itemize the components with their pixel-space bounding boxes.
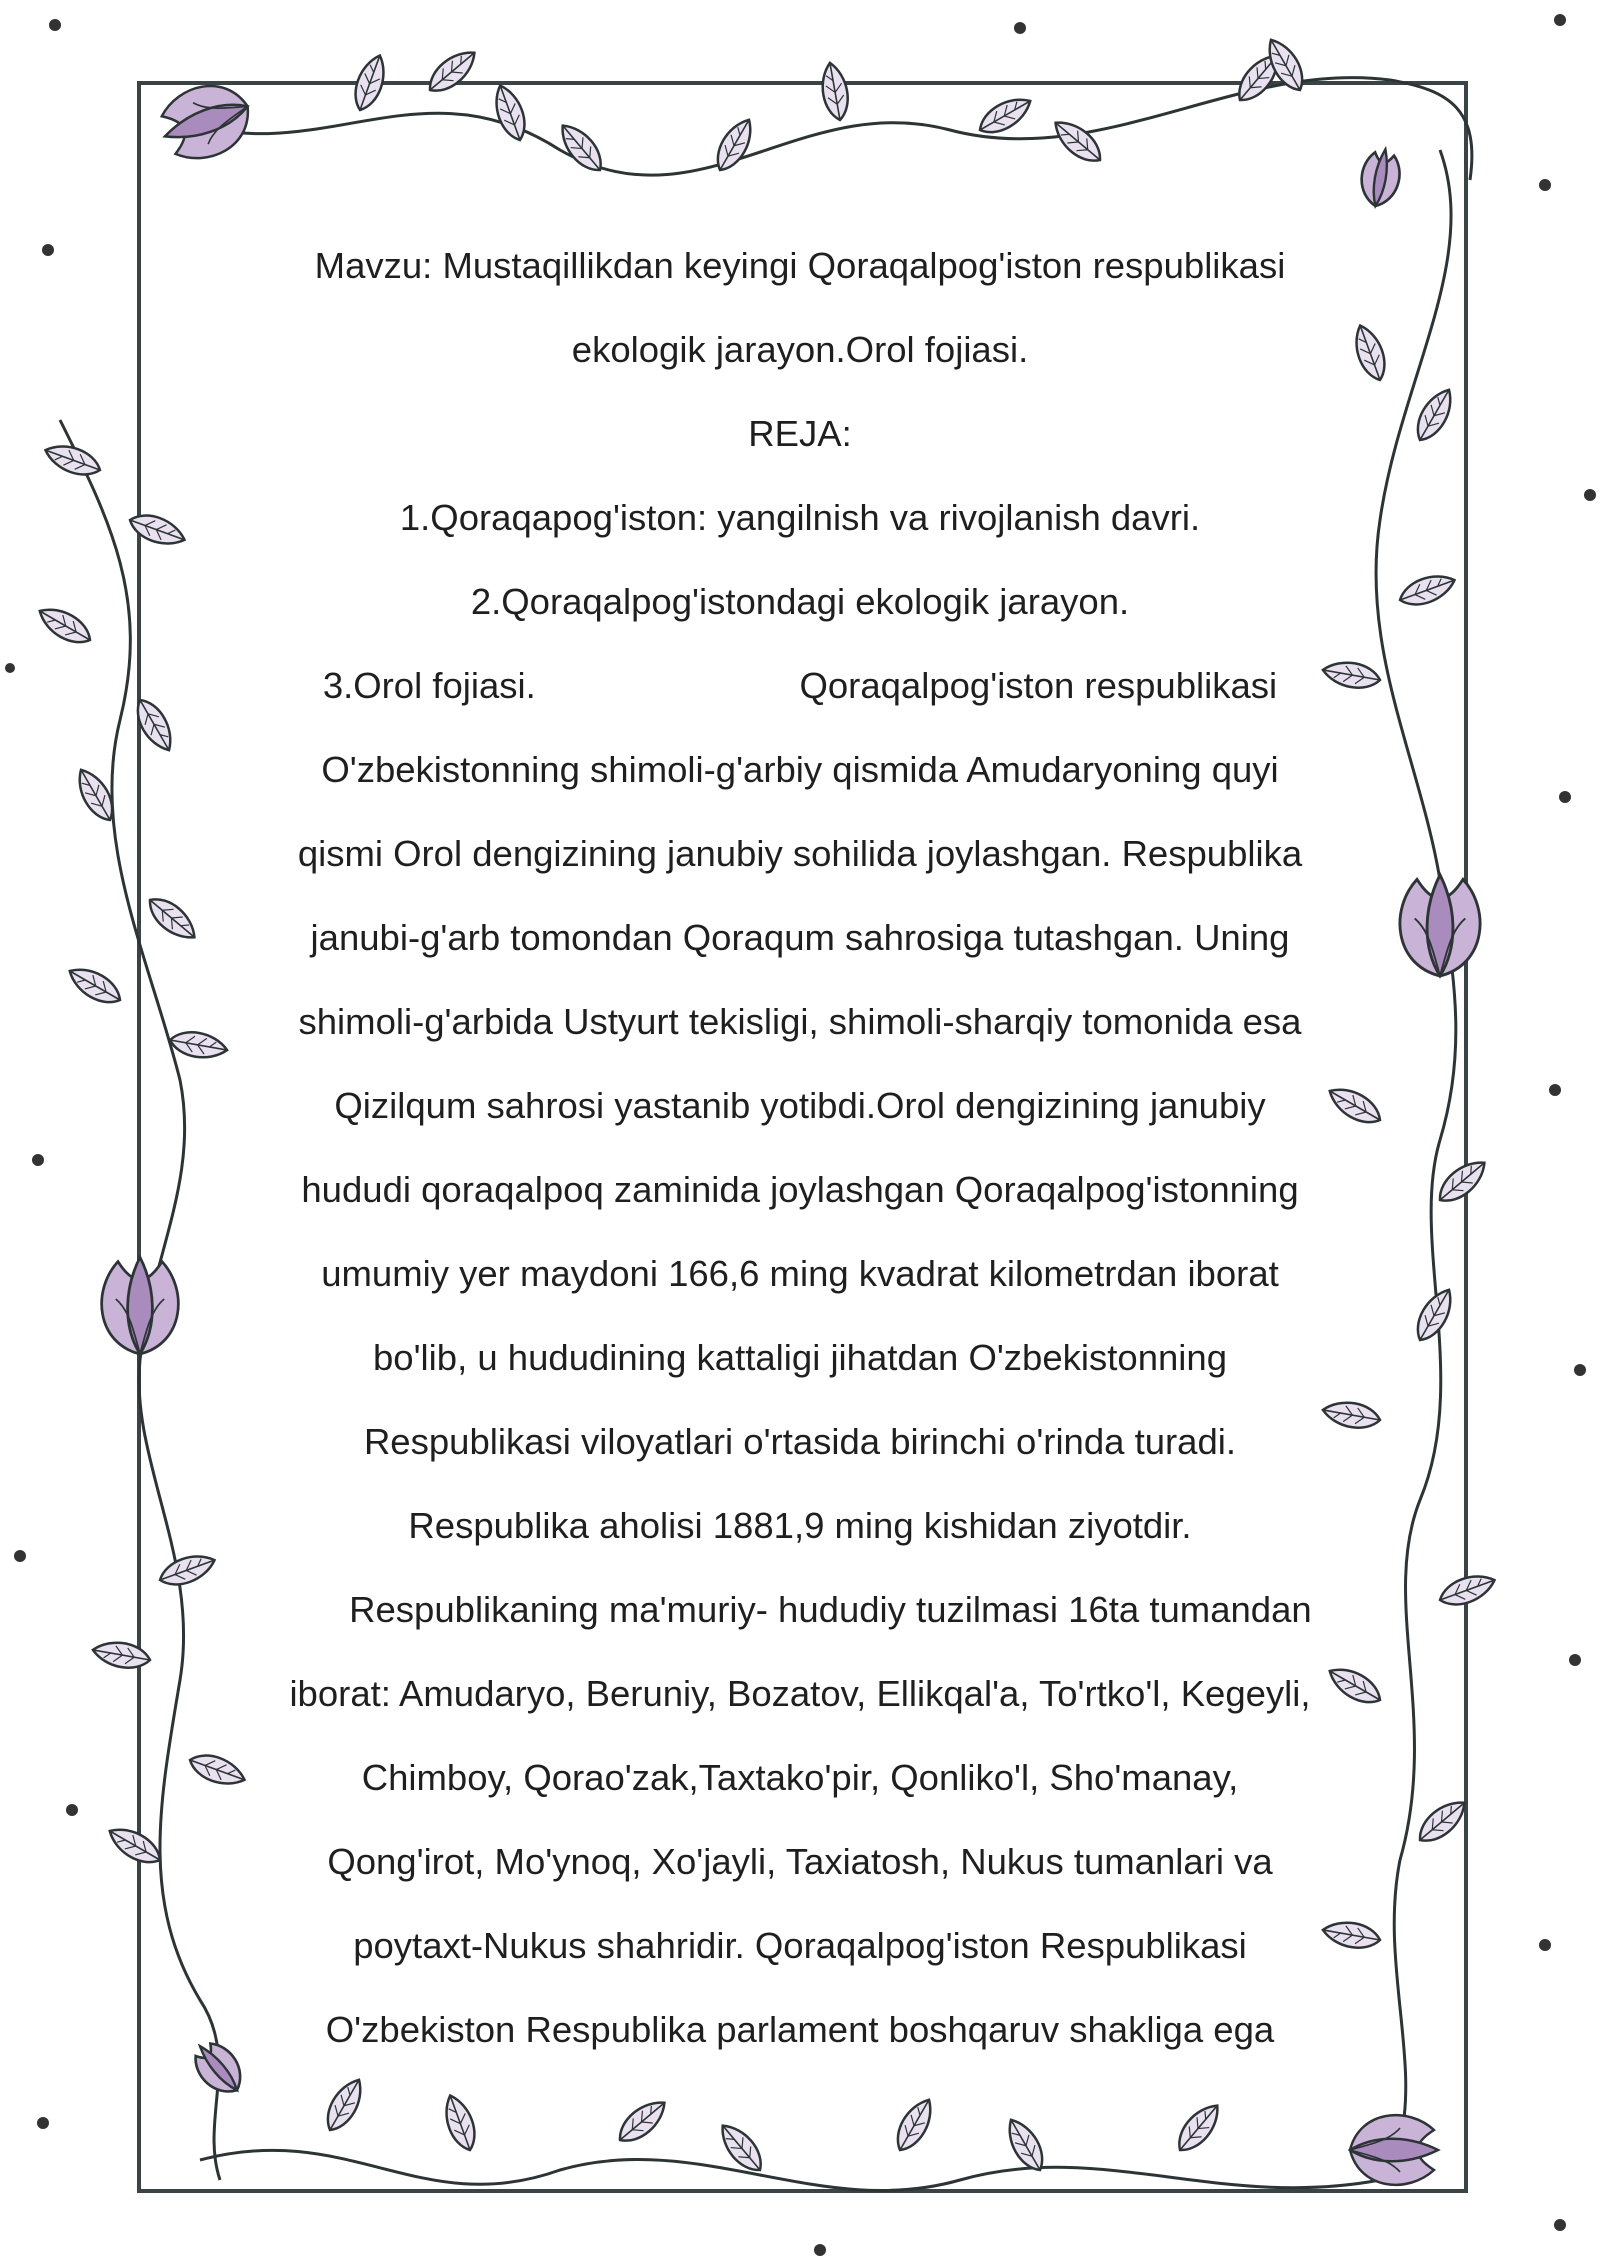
body-line: O'zbekistonning shimoli-g'arbiy qismida Amudaryoning quyi: [321, 749, 1279, 790]
body-line: umumiy yer maydoni 166,6 ming kvadrat kilometrdan iborat: [321, 1253, 1279, 1294]
plan-item-3: 3.Orol fojiasi. Qoraqalpog'iston respublikasi: [322, 665, 1278, 706]
body-line: Chimboy, Qorao'zak,Taxtako'pir, Qonliko'l, Sho'manay,: [361, 1757, 1239, 1798]
body-line: bo'lib, u hududining kattaligi jihatdan O'zbekistonning: [372, 1337, 1228, 1378]
body-line: janubi-g'arb tomondan Qoraqum sahrosiga tutashgan. Uning: [310, 917, 1290, 958]
title-line-1: Mavzu: Mustaqillikdan keyingi Qoraqalpog'iston respublikasi: [314, 245, 1286, 286]
body-line: poytaxt-Nukus shahridir. Qoraqalpog'iston Respublikasi: [353, 1925, 1247, 1966]
body-line: qismi Orol dengizining janubiy sohilida joylashgan. Respublika: [297, 833, 1303, 874]
body-line: shimoli-g'arbida Ustyurt tekisligi, shimoli-sharqiy tomonida esa: [298, 1001, 1302, 1042]
body-line: Respublika aholisi 1881,9 ming kishidan ziyotdir.: [408, 1505, 1192, 1546]
document-body: [250, 224, 1350, 2072]
title-line-2: ekologik jarayon.Orol fojiasi.: [571, 329, 1029, 370]
body-line: Qong'irot, Mo'ynoq, Xo'jayli, Taxiatosh, Nukus tumanlari va: [327, 1841, 1273, 1882]
body-line: Qizilqum sahrosi yastanib yotibdi.Orol dengizining janubiy: [334, 1085, 1266, 1126]
plan-heading: REJA:: [748, 413, 852, 454]
plan-item-2: 2.Qoraqalpog'istondagi ekologik jarayon.: [470, 581, 1130, 622]
body-line: hududi qoraqalpoq zaminida joylashgan Qoraqalpog'istonning: [301, 1169, 1299, 1210]
plan-item-1: 1.Qoraqapog'iston: yangilnish va rivojlanish davri.: [399, 497, 1201, 538]
body-line: Respublikasi viloyatlari o'rtasida birinchi o'rinda turadi.: [363, 1421, 1237, 1462]
body-line: iborat: Amudaryo, Beruniy, Bozatov, Ellikqal'a, To'rtko'l, Kegeyli,: [289, 1673, 1311, 1714]
body-line: O'zbekiston Respublika parlament boshqaruv shakliga ega: [325, 2009, 1275, 2050]
body-line: Respublikaning ma'muriy- hududiy tuzilmasi 16ta tumandan: [288, 1589, 1312, 1630]
